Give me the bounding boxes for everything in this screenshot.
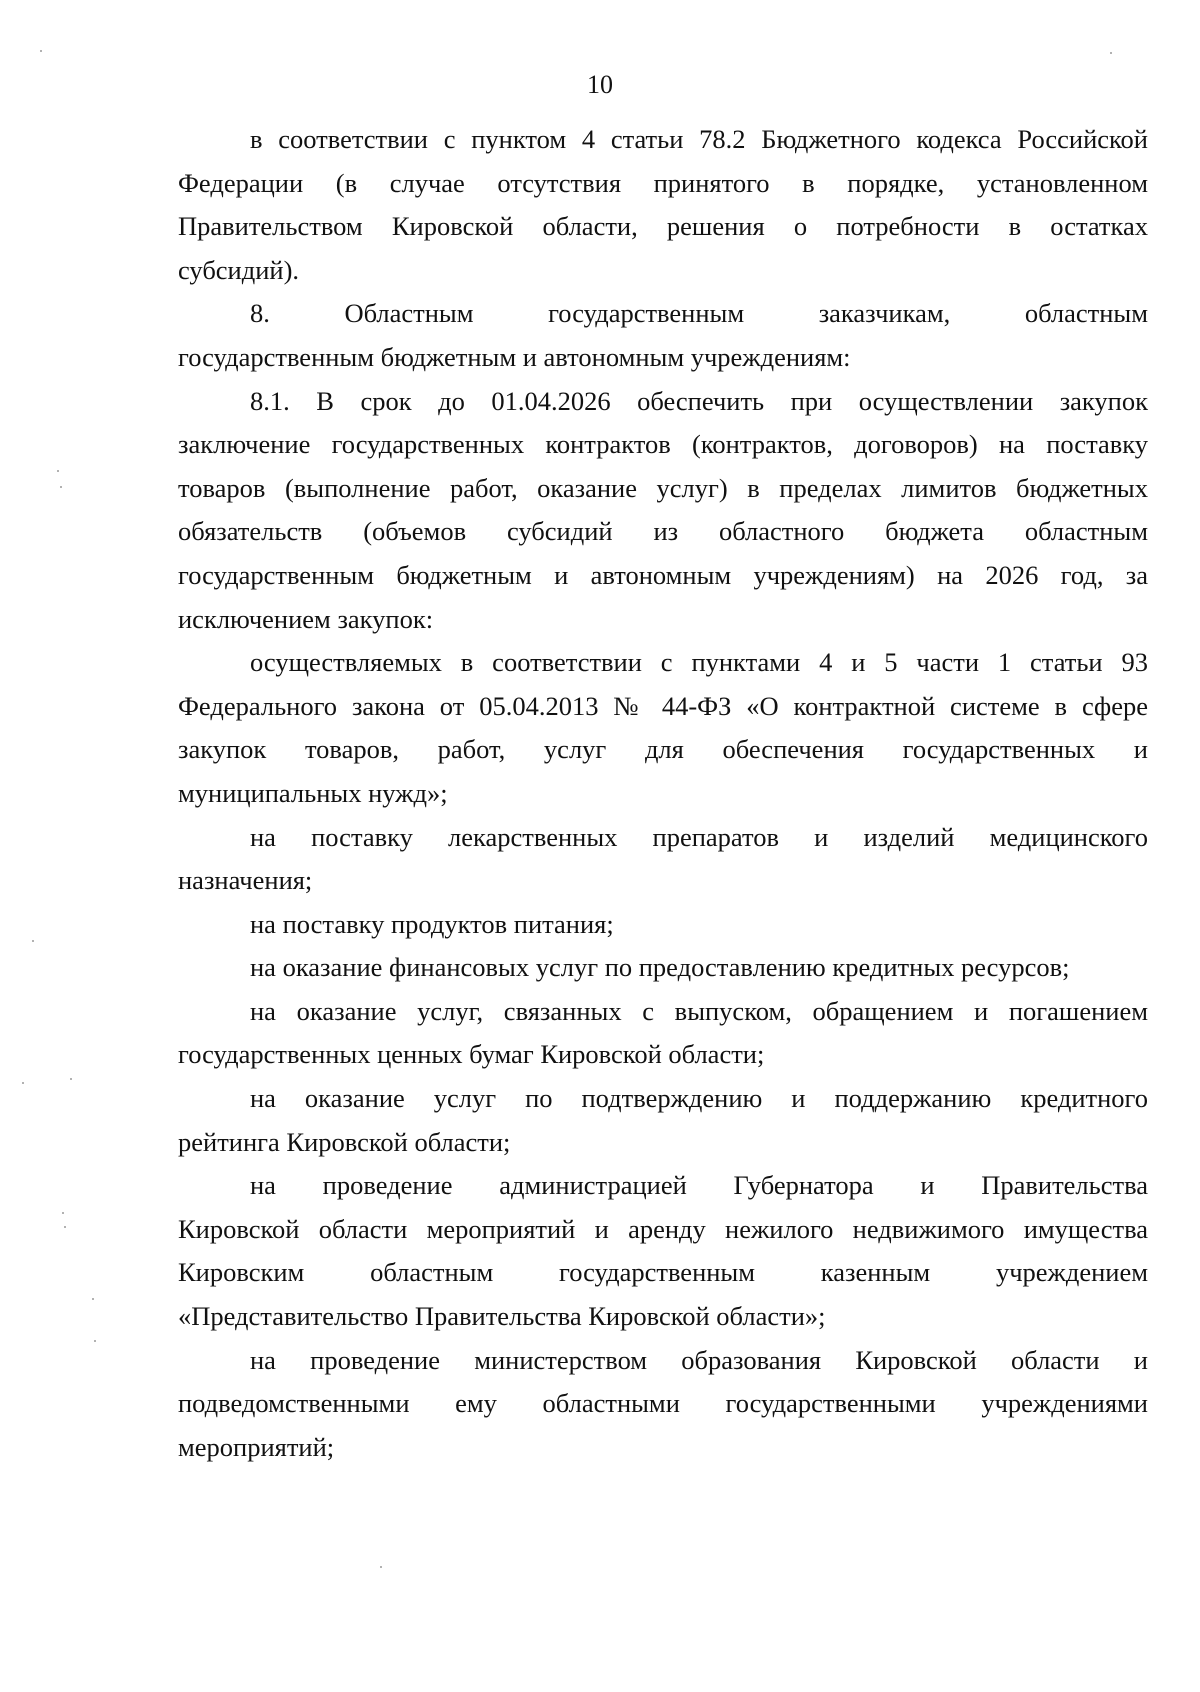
scan-speck	[64, 1226, 66, 1228]
text-line: муниципальных нужд»;	[178, 777, 448, 808]
text-line: 8.1. В срок до 01.04.2026 обеспечить при осуществлении закупок	[250, 385, 1148, 416]
text-line: Кировской области мероприятий и аренду нежилого недвижимого имущества	[178, 1213, 1148, 1244]
text-line: государственным бюджетным и автономным учреждениям) на 2026 год, за	[178, 559, 1148, 590]
document-body	[178, 118, 1148, 1469]
text-line: на оказание услуг, связанных с выпуском, обращением и погашением	[250, 995, 1148, 1026]
scan-speck	[22, 1082, 24, 1084]
scan-speck	[32, 940, 34, 942]
text-line: обязательств (объемов субсидий из областного бюджета областным	[178, 516, 1148, 547]
text-line: осуществляемых в соответствии с пунктами 4 и 5 части 1 статьи 93	[250, 647, 1148, 678]
scan-speck	[60, 486, 62, 488]
text-line: мероприятий;	[178, 1431, 335, 1462]
text-line: заключение государственных контрактов (контрактов, договоров) на поставку	[178, 429, 1148, 460]
text-line: в соответствии с пунктом 4 статьи 78.2 Бюджетного кодекса Российской	[250, 124, 1148, 154]
text-line: государственным бюджетным и автономным учреждениям:	[178, 341, 851, 372]
text-line: закупок товаров, работ, услуг для обеспечения государственных и	[178, 734, 1148, 765]
text-line: назначения;	[178, 865, 313, 896]
text-line: «Представительство Правительства Кировской области»;	[178, 1301, 826, 1332]
text-line: Федерального закона от 05.04.2013 № 44-ФЗ «О контрактной системе в сфере	[178, 690, 1148, 721]
scan-speck	[1110, 52, 1112, 54]
text-line: на поставку продуктов питания;	[250, 908, 614, 939]
text-line: на оказание услуг по подтверждению и поддержанию кредитного	[250, 1083, 1148, 1114]
scan-speck	[94, 1340, 96, 1342]
text-line: Правительством Кировской области, решения о потребности в остатках	[178, 211, 1148, 242]
text-line: исключением закупок:	[178, 603, 434, 634]
page-number: 10	[587, 70, 613, 99]
scan-speck	[57, 470, 59, 472]
text-line: на оказание финансовых услуг по предоставлению кредитных ресурсов;	[250, 952, 1070, 983]
text-line: государственных ценных бумаг Кировской области;	[178, 1039, 765, 1070]
scan-speck	[40, 50, 42, 52]
text-line: на проведение министерством образования Кировской области и	[250, 1344, 1148, 1375]
scan-speck	[92, 1298, 94, 1300]
text-line: на поставку лекарственных препаратов и изделий медицинского	[250, 821, 1148, 852]
text-line: Кировским областным государственным казенным учреждением	[178, 1257, 1148, 1288]
text-line: товаров (выполнение работ, оказание услуг) в пределах лимитов бюджетных	[178, 472, 1148, 503]
text-line: рейтинга Кировской области;	[178, 1126, 511, 1157]
scan-speck	[70, 1078, 72, 1080]
text-line: субсидий).	[178, 254, 300, 285]
text-line: на проведение администрацией Губернатора и Правительства	[250, 1170, 1148, 1201]
scan-speck	[62, 1212, 64, 1214]
scan-speck	[380, 1566, 382, 1568]
text-line: 8. Областным государственным заказчикам, областным	[250, 298, 1148, 329]
text-line: подведомственными ему областными государственными учреждениями	[178, 1388, 1148, 1419]
text-line: Федерации (в случае отсутствия принятого в порядке, установленном	[178, 167, 1148, 198]
